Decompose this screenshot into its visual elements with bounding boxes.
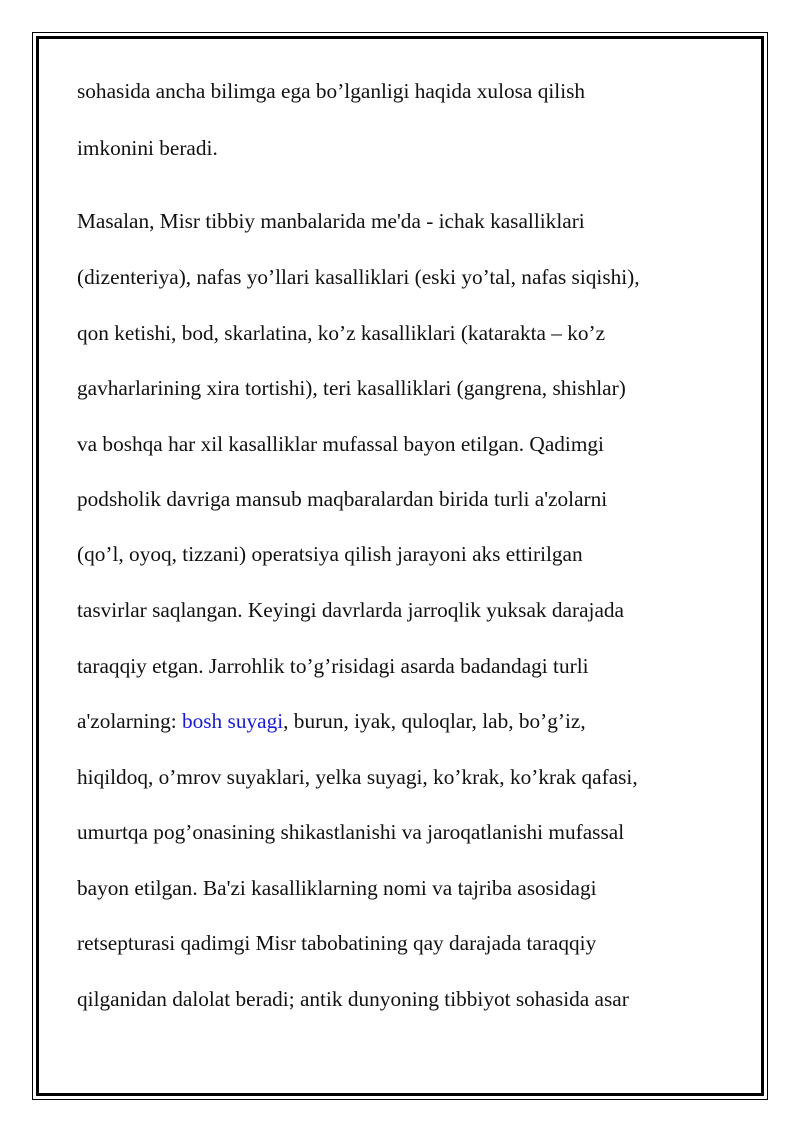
text-line-12	[77, 707, 586, 735]
text-line-7: va boshqa har xil kasalliklar mufassal bayon etilgan. Qadimgi	[77, 432, 604, 456]
bosh-suyagi-link[interactable]: bosh suyagi	[181, 709, 284, 733]
link-line-prefix: a'zolarning:	[77, 709, 182, 733]
text-line-17: qilganidan dalolat beradi; antik dunyoning tibbiyot sohasida asar	[77, 987, 629, 1011]
text-line-1: sohasida ancha bilimga ega bo’lganligi haqida xulosa qilish	[77, 79, 586, 103]
text-line-9: (qo’l, oyoq, tizzani) operatsiya qilish jarayoni aks ettirilgan	[77, 542, 583, 566]
text-line-4: (dizenteriya), nafas yo’llari kasalliklari (eski yo’tal, nafas siqishi),	[77, 265, 640, 289]
text-line-14: umurtqa pog’onasining shikastlanishi va jaroqatlanishi mufassal	[77, 820, 625, 844]
link-line-suffix: , burun, iyak, quloqlar, lab, bo’g’iz,	[283, 709, 586, 733]
text-line-6: gavharlarining xira tortishi), teri kasalliklari (gangrena, shishlar)	[77, 376, 626, 400]
text-line-13: hiqildoq, o’mrov suyaklari, yelka suyagi, ko’krak, ko’krak qafasi,	[77, 765, 638, 789]
text-line-11: taraqqiy etgan. Jarrohlik to’g’risidagi asarda badandagi turli	[77, 654, 589, 678]
text-line-16: retsepturasi qadimgi Misr tabobatining qay darajada taraqqiy	[77, 931, 597, 955]
text-line-2: imkonini beradi.	[77, 136, 218, 160]
text-line-5: qon ketishi, bod, skarlatina, ko’z kasalliklari (katarakta – ko’z	[77, 321, 606, 345]
text-line-3: Masalan, Misr tibbiy manbalarida me'da - ichak kasalliklari	[77, 209, 585, 233]
text-line-15: bayon etilgan. Ba'zi kasalliklarning nomi va tajriba asosidagi	[77, 876, 597, 900]
text-line-10: tasvirlar saqlangan. Keyingi davrlarda jarroqlik yuksak darajada	[77, 598, 625, 622]
text-line-8: podsholik davriga mansub maqbaralardan birida turli a'zolarni	[77, 487, 608, 511]
